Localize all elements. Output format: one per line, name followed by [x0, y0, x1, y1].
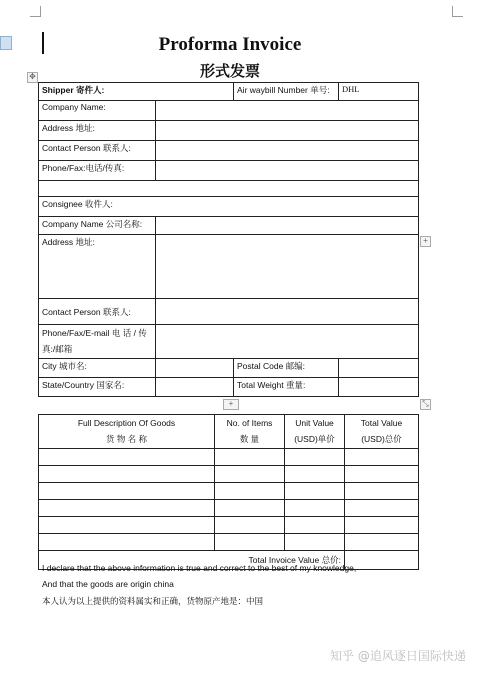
shipper-contact-label: Contact Person 联系人: [39, 141, 156, 161]
goods-cell[interactable] [215, 449, 285, 466]
address-table [38, 82, 419, 397]
awb-label: Air waybill Number 单号: [234, 83, 339, 101]
declaration-line-1: I declare that the above information is true and correct to the best of my knowledge, [42, 563, 357, 573]
col-header-description-en: Full Description Of Goods [77, 418, 176, 428]
goods-cell[interactable] [285, 483, 345, 500]
watermark: 知乎 @追风逐日国际快递 [330, 649, 466, 663]
goods-table [38, 414, 419, 570]
goods-cell[interactable] [285, 449, 345, 466]
consignee-contact-label: Contact Person 联系人: [39, 299, 156, 325]
shipper-address-label: Address 地址: [39, 121, 156, 141]
col-header-unit-en: Unit Value [295, 418, 334, 428]
table-move-handle[interactable] [27, 72, 38, 83]
goods-cell[interactable] [285, 534, 345, 551]
consignee-company-label: Company Name 公司名称: [39, 217, 156, 235]
col-header-total-en: Total Value [360, 418, 403, 428]
goods-cell[interactable] [345, 517, 419, 534]
page-title: Proforma Invoice [158, 34, 302, 55]
table-row [39, 500, 419, 517]
goods-cell[interactable] [39, 500, 215, 517]
shipper-phone-field[interactable] [156, 161, 419, 181]
crop-mark-top-left [30, 6, 41, 17]
weight-label: Total Weight 重量: [234, 378, 339, 397]
consignee-phone-label-line1: Phone/Fax/E-mail 电 话 / 传 [42, 328, 147, 338]
goods-cell[interactable] [39, 466, 215, 483]
shipper-company-field[interactable] [156, 101, 419, 121]
table-row [39, 449, 419, 466]
shipper-contact-field[interactable] [156, 141, 419, 161]
goods-cell[interactable] [215, 534, 285, 551]
plus-icon: + [423, 236, 428, 245]
goods-cell[interactable] [285, 517, 345, 534]
table-row [39, 534, 419, 551]
resize-icon: ⤡ [422, 399, 429, 408]
goods-cell[interactable] [285, 466, 345, 483]
table-add-column-handle[interactable] [420, 236, 431, 247]
goods-cell[interactable] [215, 500, 285, 517]
plus-icon: + [228, 399, 234, 408]
goods-cell[interactable] [39, 483, 215, 500]
goods-cell[interactable] [345, 449, 419, 466]
goods-cell[interactable] [345, 500, 419, 517]
declaration-line-2: And that the goods are origin china [42, 579, 174, 589]
consignee-address-field[interactable] [156, 235, 419, 299]
table-row [39, 517, 419, 534]
table-row [39, 466, 419, 483]
postal-label: Postal Code 邮编: [234, 359, 339, 378]
consignee-label: Consignee 收件人: [39, 197, 419, 217]
goods-cell[interactable] [39, 449, 215, 466]
col-header-total-value [345, 415, 419, 449]
goods-cell[interactable] [345, 534, 419, 551]
table-resize-handle[interactable] [420, 399, 431, 410]
goods-cell[interactable] [345, 466, 419, 483]
col-header-items-cn: 数 量 [239, 434, 260, 444]
spacer-row [39, 181, 419, 197]
consignee-address-label: Address 地址: [39, 235, 156, 299]
col-header-items-en: No. of Items [226, 418, 273, 428]
city-label: City 城市名: [39, 359, 156, 378]
col-header-unit-value [285, 415, 345, 449]
col-header-unit-cn: (USD)单价 [294, 434, 335, 444]
goods-cell[interactable] [39, 534, 215, 551]
table-row [39, 483, 419, 500]
goods-cell[interactable] [345, 483, 419, 500]
awb-value[interactable]: DHL [339, 83, 419, 101]
postal-field[interactable] [339, 359, 419, 378]
shipper-phone-label: Phone/Fax:电话/传真: [39, 161, 156, 181]
goods-cell[interactable] [285, 500, 345, 517]
consignee-phone-field[interactable] [156, 325, 419, 359]
shipper-company-label: Company Name: [39, 101, 156, 121]
goods-cell[interactable] [39, 517, 215, 534]
page-subtitle: 形式发票 [199, 62, 260, 80]
goods-cell[interactable] [215, 517, 285, 534]
city-field[interactable] [156, 359, 234, 378]
crop-mark-top-right [452, 6, 463, 17]
consignee-phone-label-line2: 真:/邮箱 [42, 344, 73, 354]
state-field[interactable] [156, 378, 234, 397]
consignee-company-field[interactable] [156, 217, 419, 235]
table-add-row-handle[interactable] [223, 399, 239, 410]
move-icon: ✥ [29, 72, 36, 81]
weight-field[interactable] [339, 378, 419, 397]
consignee-contact-field[interactable] [156, 299, 419, 325]
declaration-line-3: 本人认为以上提供的资料属实和正确，货物原产地是：中国 [42, 596, 264, 606]
goods-cell[interactable] [215, 466, 285, 483]
goods-cell[interactable] [215, 483, 285, 500]
state-label: State/Country 国家名: [39, 378, 156, 397]
shipper-address-field[interactable] [156, 121, 419, 141]
total-invoice-label: Total Invoice Value 总价: [39, 551, 345, 570]
shipper-label: Shipper 寄件人: [39, 83, 234, 101]
consignee-phone-label [39, 325, 156, 359]
col-header-items [215, 415, 285, 449]
col-header-description-cn: 货 物 名 称 [105, 434, 148, 444]
col-header-total-cn: (USD)总价 [361, 434, 402, 444]
col-header-description [39, 415, 215, 449]
